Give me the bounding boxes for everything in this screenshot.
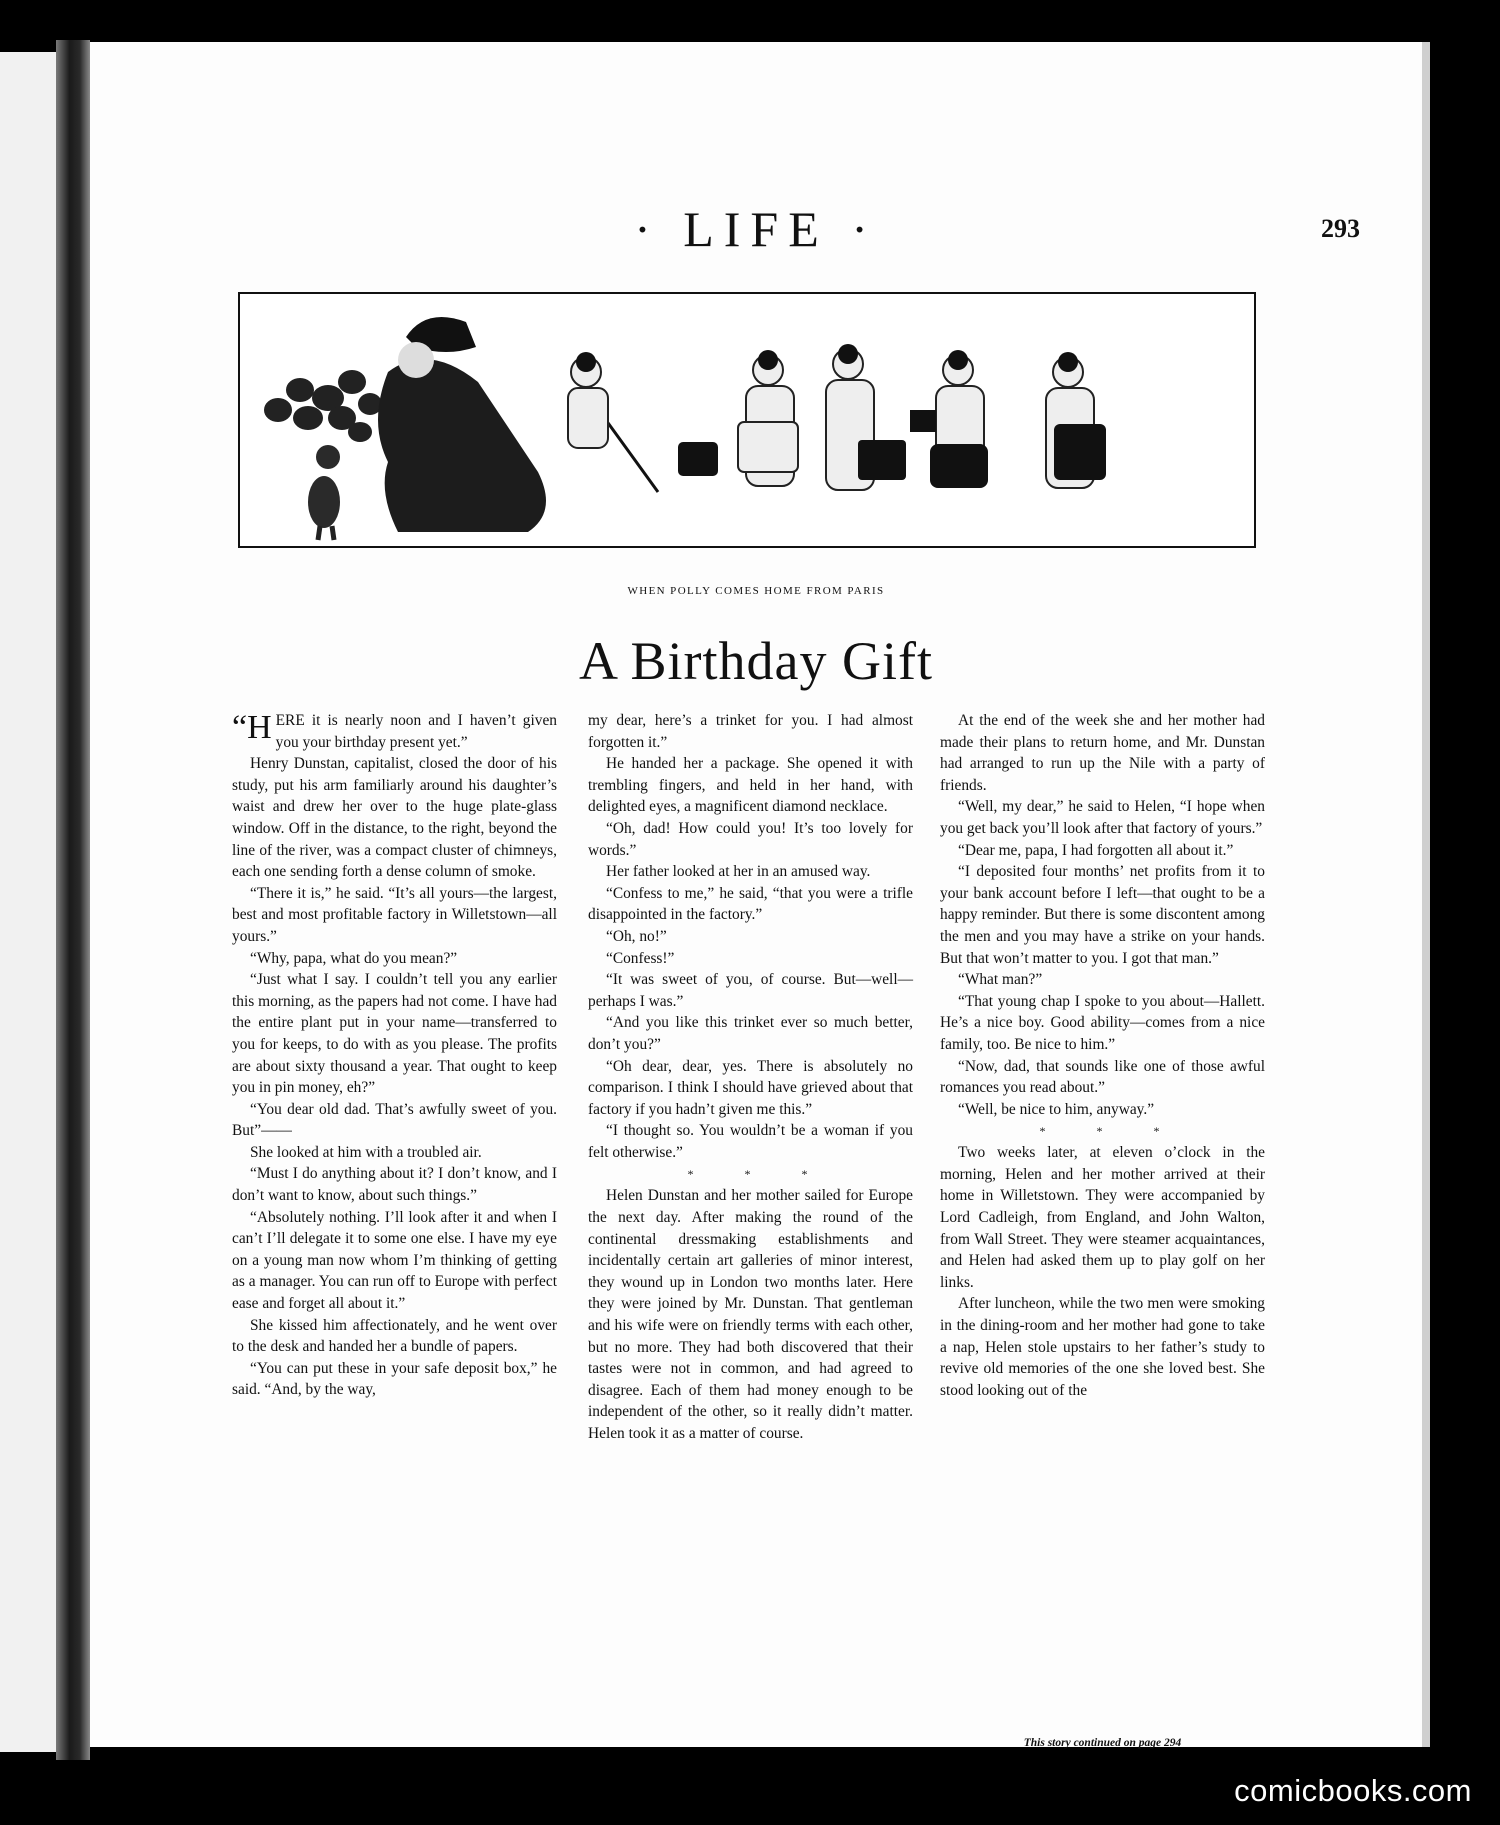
facing-page-edge [0, 52, 56, 1752]
text-column-1 [232, 710, 557, 1401]
paragraph: “Now, dad, that sounds like one of those awful romances you read about.” [940, 1057, 1265, 1097]
paragraph: Her father looked at her in an amused way. [606, 863, 871, 881]
paragraph: “Must I do anything about it? I don’t know, and I don’t want to know, about such things.” [232, 1165, 557, 1205]
page-edge [1422, 42, 1430, 1747]
paragraph: “Absolutely nothing. I’ll look after it and when I can’t I’ll delegate it to some one else. I have my eye on a young man now whom I’m thinking of getting as a manager. You can run off to Europe with perfect ease and forget all about it.” [232, 1208, 557, 1313]
paragraph: “Confess!” [606, 949, 675, 967]
paragraph: “And you like this trinket ever so much better, don’t you?” [588, 1014, 913, 1053]
paragraph: “I thought so. You wouldn’t be a woman if you felt otherwise.” [588, 1122, 913, 1161]
text-column-3 [940, 710, 1265, 1401]
section-break: * * * [687, 1167, 832, 1182]
illustration-caption: WHEN POLLY COMES HOME FROM PARIS [627, 585, 885, 597]
paragraph: “It was sweet of you, of course. But—well—perhaps I was.” [588, 971, 913, 1010]
paragraph: She looked at him with a troubled air. [250, 1143, 482, 1161]
page-number: 293 [1321, 214, 1360, 243]
paragraph: Two weeks later, at eleven o’clock in the morning, Helen and her mother arrived at their home in Willetstown. They were accompanied by Lord Cadleigh, from England, and John Walton, from Wall Street. They were steamer acquaintances, and Helen had asked them up to play golf on her links. [940, 1144, 1265, 1291]
paragraph: “What man?” [958, 971, 1043, 989]
paragraph: He handed her a package. She opened it with trembling fingers, and held in her hand, with delighted eyes, a magnificent diamond necklace. [588, 755, 913, 816]
pen-and-ink-illustration [238, 292, 1256, 548]
masthead-title: · LIFE · [634, 201, 878, 257]
paragraph: “Well, my dear,” he said to Helen, “I hope when you get back you’ll look after that factory of yours.” [940, 798, 1265, 837]
paragraph-text: ERE it is nearly noon and I haven’t given you your birthday present yet.” [275, 712, 557, 751]
paragraph: “That young chap I spoke to you about—Hallett. He’s a nice boy. Good ability—comes from a nice family, too. Be nice to him.” [940, 992, 1265, 1053]
paragraph: “Oh, dad! How could you! It’s too lovely for words.” [588, 819, 913, 859]
paragraph: She kissed him affectionately, and he went over to the desk and handed her a bundle of papers. [232, 1316, 557, 1356]
paragraph: “Confess to me,” he said, “that you were a trifle disappointed in the factory.” [588, 884, 913, 924]
magazine-page [90, 42, 1422, 1747]
site-watermark: comicbooks.com [1234, 1773, 1472, 1808]
paragraph: At the end of the week she and her mother had made their plans to return home, and Mr. Dunstan had arranged to run up the Nile with a party of friends. [940, 712, 1265, 794]
paragraph: “You dear old dad. That’s awfully sweet of you. But”—— [232, 1100, 557, 1140]
paragraph: “Oh, no!” [606, 927, 667, 945]
paragraph: “There it is,” he said. “It’s all yours—the largest, best and most profitable factory in Willetstown—all yours.” [232, 884, 557, 945]
section-break: * * * [1039, 1124, 1184, 1139]
continued-note: This story continued on page 294 [1023, 1737, 1182, 1749]
paragraph: “Well, be nice to him, anyway.” [958, 1100, 1155, 1118]
drop-cap: “H [232, 709, 272, 746]
paragraph: my dear, here’s a trinket for you. I had almost forgotten it.” [588, 712, 913, 751]
paragraph: “Just what I say. I couldn’t tell you any earlier this morning, as the papers had not come. I have had the entire plant put in your name—transferred to you for keeps, to do with as you please. The profits are about sixty thousand a year. That ought to keep you in pin money, eh?” [232, 971, 557, 1097]
paragraph: “Dear me, papa, I had forgotten all about it.” [958, 841, 1234, 859]
book-gutter [56, 40, 90, 1760]
paragraph: “Oh dear, dear, yes. There is absolutely no comparison. I think I should have grieved about that factory if you hadn’t given me this.” [588, 1057, 913, 1118]
paragraph: “You can put these in your safe deposit box,” he said. “And, by the way, [232, 1359, 557, 1399]
paragraph: “I deposited four months’ net profits from it to your bank account before I left—that ought to be a happy reminder. But there is some discontent among the men and you may have a strike on your hands. But that won’t matter to you. I got that man.” [940, 863, 1265, 967]
text-column-2 [588, 710, 913, 1445]
opening-paragraph [232, 710, 557, 753]
paragraph: Henry Dunstan, capitalist, closed the door of his study, put his arm familiarly around his daughter’s waist and drew her over to the huge plate-glass window. Off in the distance, to the right, beyond the line of the river, was a compact cluster of chimneys, each one sending forth a dense column of smoke. [232, 755, 557, 881]
article-title: A Birthday Gift [579, 631, 933, 691]
paragraph: After luncheon, while the two men were smoking in the dining-room and her mother had gone to take a nap, Helen stole upstairs to her father’s study to revive old memories of the one she loved best. She stood looking out of the [940, 1295, 1265, 1399]
paragraph: Helen Dunstan and her mother sailed for Europe the next day. After making the round of the continental dressmaking establishments and incidentally certain art galleries of minor interest, they wound up in London two months later. Here they were joined by Mr. Dunstan. That gentleman and his wife were on friendly terms with each other, but no more. They had both discovered that their tastes were not in common, and had agreed to disagree. Each of them had money enough to be independent of the other, so it really didn’t matter. Helen took it as a matter of course. [588, 1187, 913, 1442]
paragraph: “Why, papa, what do you mean?” [250, 949, 458, 967]
